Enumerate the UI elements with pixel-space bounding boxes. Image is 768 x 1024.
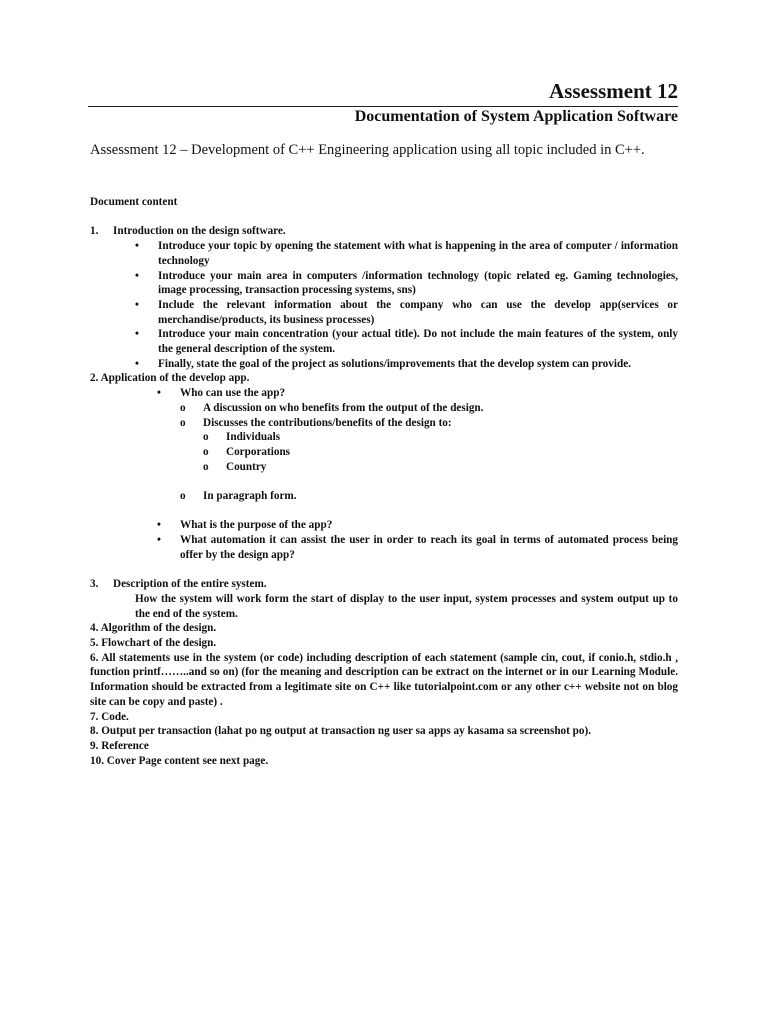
list-item: o Corporations [203,445,291,458]
section-1-title: Introduction on the design software. [113,225,286,238]
bullet-icon: • [157,387,161,400]
list-item: o A discussion on who benefits from the output of the design. [180,401,484,414]
bullet-icon: • [135,357,139,370]
list-item: o In paragraph form. [180,490,297,503]
list-item: 5. Flowchart of the design. [90,637,217,650]
list-item: • Introduce your topic by opening the statement with what is happening in the area of computer / information technology [135,240,678,267]
spacer [90,504,678,519]
bullet-icon: • [135,240,139,253]
circle-bullet-icon: o [203,460,209,473]
list-item: 9. Reference [90,739,149,752]
list-item: • Finally, state the goal of the project as solutions/improvements that the develop system can provide. [135,357,631,370]
section-3-title: Description of the entire system. [113,578,267,591]
bullet-icon: • [135,269,139,282]
circle-bullet-icon: o [180,416,186,429]
section-3-heading [90,577,678,592]
section-1-heading [90,224,678,239]
intro-paragraph: Assessment 12 – Development of C++ Engineering application using all topic included in C++. [90,142,645,158]
list-item: 10. Cover Page content see next page. [90,754,269,767]
section-1-number: 1. [90,225,99,238]
circle-bullet-icon: o [203,445,209,458]
section-3-body: How the system will work form the start of display to the user input, system processes and system output up to the end of the system. [135,592,678,620]
circle-bullet-icon: o [180,490,186,503]
section-2-list [90,386,678,562]
page-title: Assessment 12 [549,79,678,103]
section-3-number: 3. [90,578,99,591]
list-item: • What is the purpose of the app? [157,519,333,532]
list-item: o Country [203,460,267,473]
content-heading: Document content [90,196,178,208]
section-1-bullets [90,239,678,371]
list-item: 4. Algorithm of the design. [90,622,217,635]
list-item: • What automation it can assist the user in order to reach its goal in terms of automated process being offer by the design app? [157,534,678,561]
list-item: • Who can use the app? [157,387,286,400]
title-divider [88,106,678,107]
list-item: 7. Code. [90,710,129,723]
bullet-icon: • [157,519,161,532]
bullet-icon: • [157,534,161,547]
list-item: • Introduce your main concentration (your actual title). Do not include the main features of the system, only the general description of the system. [135,328,678,356]
list-item: • Introduce your main area in computers /information technology (topic related eg. Gaming technologies, image processing, transaction processing systems, sns) [135,269,678,297]
spacer [90,474,678,489]
section-2-title: 2. Application of the develop app. [90,372,250,385]
list-item: 8. Output per transaction (lahat po ng output at transaction ng user sa apps ay kasama sa screenshot po). [90,725,592,738]
circle-bullet-icon: o [203,431,209,444]
circle-bullet-icon: o [180,401,186,414]
page-subtitle: Documentation of System Application Software [354,108,678,125]
bullet-icon: • [135,328,139,341]
list-item: o Individuals [203,431,281,444]
document-content [90,195,678,768]
bullet-icon: • [135,298,139,311]
list-item: • Include the relevant information about the company who can use the develop app(services or merchandise/products, its business processes) [135,298,678,326]
list-item: 6. All statements use in the system (or code) including description of each statement (sample cin, cout, if conio.h, stdio.h , function printf……..and so on) (for the meaning and description can be extract on the internet or in our Learning Module. Information should be extracted from a legitimate site on C++ like tutorialpoint.com or any other c++ website not on blog site can be copy and paste) . [90,651,678,708]
list-item: o Discusses the contributions/benefits of the design to: [180,416,452,429]
spacer [90,563,678,578]
